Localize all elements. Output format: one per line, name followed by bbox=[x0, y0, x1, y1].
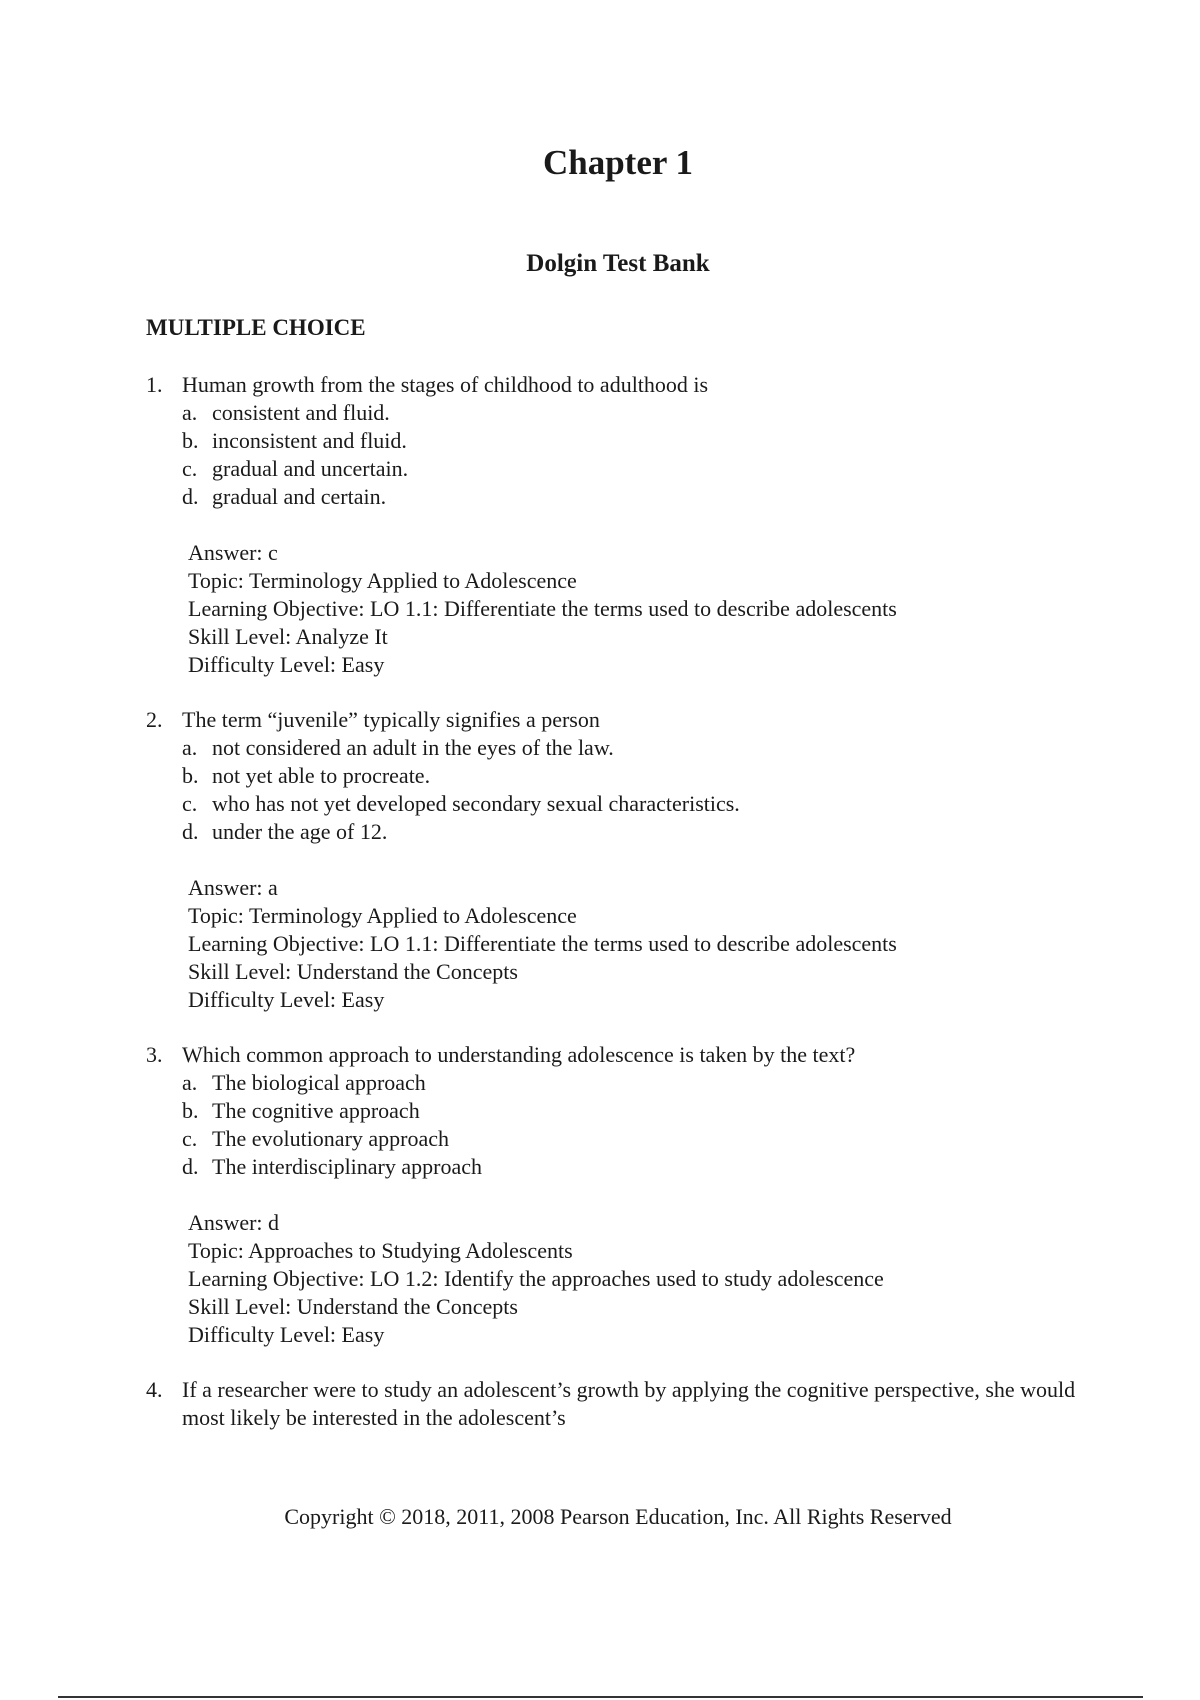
learning-objective-line: Learning Objective: LO 1.1: Differentiate the terms used to describe adolescents bbox=[188, 931, 897, 956]
option-letter: b. bbox=[182, 1098, 199, 1123]
option-letter: c. bbox=[182, 1126, 198, 1151]
question-metadata bbox=[146, 874, 1106, 1014]
option-text: gradual and certain. bbox=[212, 484, 387, 509]
option-letter: a. bbox=[182, 400, 198, 425]
option-b bbox=[146, 427, 1106, 455]
answer-line: Answer: c bbox=[188, 540, 278, 565]
question-number: 2. bbox=[146, 707, 163, 732]
option-text: gradual and uncertain. bbox=[212, 456, 409, 481]
option-a bbox=[146, 1069, 1106, 1097]
question-number: 4. bbox=[146, 1377, 163, 1402]
question-text: Which common approach to understanding adolescence is taken by the text? bbox=[182, 1042, 856, 1067]
option-d bbox=[146, 818, 1106, 846]
option-letter: a. bbox=[182, 1070, 198, 1095]
option-letter: c. bbox=[182, 456, 198, 481]
option-text: The interdisciplinary approach bbox=[212, 1154, 483, 1179]
option-a bbox=[146, 399, 1106, 427]
skill-level-line: Skill Level: Analyze It bbox=[188, 624, 388, 649]
question-number: 1. bbox=[146, 372, 163, 397]
difficulty-level-line: Difficulty Level: Easy bbox=[188, 1322, 385, 1347]
question-stem bbox=[146, 706, 1106, 734]
question-text: Human growth from the stages of childhood to adulthood is bbox=[182, 372, 709, 397]
option-b bbox=[146, 1097, 1106, 1125]
option-letter: c. bbox=[182, 791, 198, 816]
topic-line: Topic: Approaches to Studying Adolescents bbox=[188, 1238, 573, 1263]
question-metadata bbox=[146, 539, 1106, 679]
answer-line: Answer: a bbox=[188, 875, 278, 900]
difficulty-level-line: Difficulty Level: Easy bbox=[188, 987, 385, 1012]
question-1 bbox=[146, 371, 1106, 679]
option-c bbox=[146, 1125, 1106, 1153]
question-metadata bbox=[146, 1209, 1106, 1349]
skill-level-line: Skill Level: Understand the Concepts bbox=[188, 1294, 518, 1319]
section-heading: MULTIPLE CHOICE bbox=[146, 315, 366, 340]
option-letter: d. bbox=[182, 819, 199, 844]
question-stem bbox=[146, 1041, 1106, 1069]
page-bottom-rule bbox=[58, 1696, 1143, 1698]
option-letter: b. bbox=[182, 763, 199, 788]
learning-objective-line: Learning Objective: LO 1.2: Identify the approaches used to study adolescence bbox=[188, 1266, 884, 1291]
answer-options bbox=[146, 399, 1106, 511]
learning-objective-line: Learning Objective: LO 1.1: Differentiate the terms used to describe adolescents bbox=[188, 596, 897, 621]
option-text: not considered an adult in the eyes of the law. bbox=[212, 735, 614, 760]
option-letter: b. bbox=[182, 428, 199, 453]
question-text: The term “juvenile” typically signifies a person bbox=[182, 707, 600, 732]
question-text: If a researcher were to study an adolescent’s growth by applying the cognitive perspective, she would most likely be interested in the adolescent’s bbox=[182, 1377, 1076, 1430]
option-text: not yet able to procreate. bbox=[212, 763, 431, 788]
question-stem bbox=[146, 1376, 1106, 1432]
topic-line: Topic: Terminology Applied to Adolescence bbox=[188, 568, 577, 593]
option-text: The biological approach bbox=[212, 1070, 426, 1095]
option-text: consistent and fluid. bbox=[212, 400, 390, 425]
topic-line: Topic: Terminology Applied to Adolescence bbox=[188, 903, 577, 928]
option-a bbox=[146, 734, 1106, 762]
option-letter: a. bbox=[182, 735, 198, 760]
question-stem bbox=[146, 371, 1106, 399]
answer-options bbox=[146, 734, 1106, 846]
answer-options bbox=[146, 1069, 1106, 1181]
skill-level-line: Skill Level: Understand the Concepts bbox=[188, 959, 518, 984]
question-4 bbox=[146, 1376, 1106, 1432]
option-text: The evolutionary approach bbox=[212, 1126, 450, 1151]
option-b bbox=[146, 762, 1106, 790]
copyright-footer: Copyright © 2018, 2011, 2008 Pearson Education, Inc. All Rights Reserved bbox=[284, 1504, 952, 1529]
question-number: 3. bbox=[146, 1042, 163, 1067]
option-d bbox=[146, 483, 1106, 511]
option-c bbox=[146, 790, 1106, 818]
test-bank-title: Dolgin Test Bank bbox=[526, 250, 710, 277]
question-2 bbox=[146, 706, 1106, 1014]
option-d bbox=[146, 1153, 1106, 1181]
option-c bbox=[146, 455, 1106, 483]
chapter-title: Chapter 1 bbox=[542, 143, 694, 182]
answer-line: Answer: d bbox=[188, 1210, 280, 1235]
option-text: inconsistent and fluid. bbox=[212, 428, 407, 453]
question-3 bbox=[146, 1041, 1106, 1349]
option-text: under the age of 12. bbox=[212, 819, 388, 844]
difficulty-level-line: Difficulty Level: Easy bbox=[188, 652, 385, 677]
option-text: who has not yet developed secondary sexual characteristics. bbox=[212, 791, 740, 816]
option-text: The cognitive approach bbox=[212, 1098, 420, 1123]
option-letter: d. bbox=[182, 484, 199, 509]
option-letter: d. bbox=[182, 1154, 199, 1179]
